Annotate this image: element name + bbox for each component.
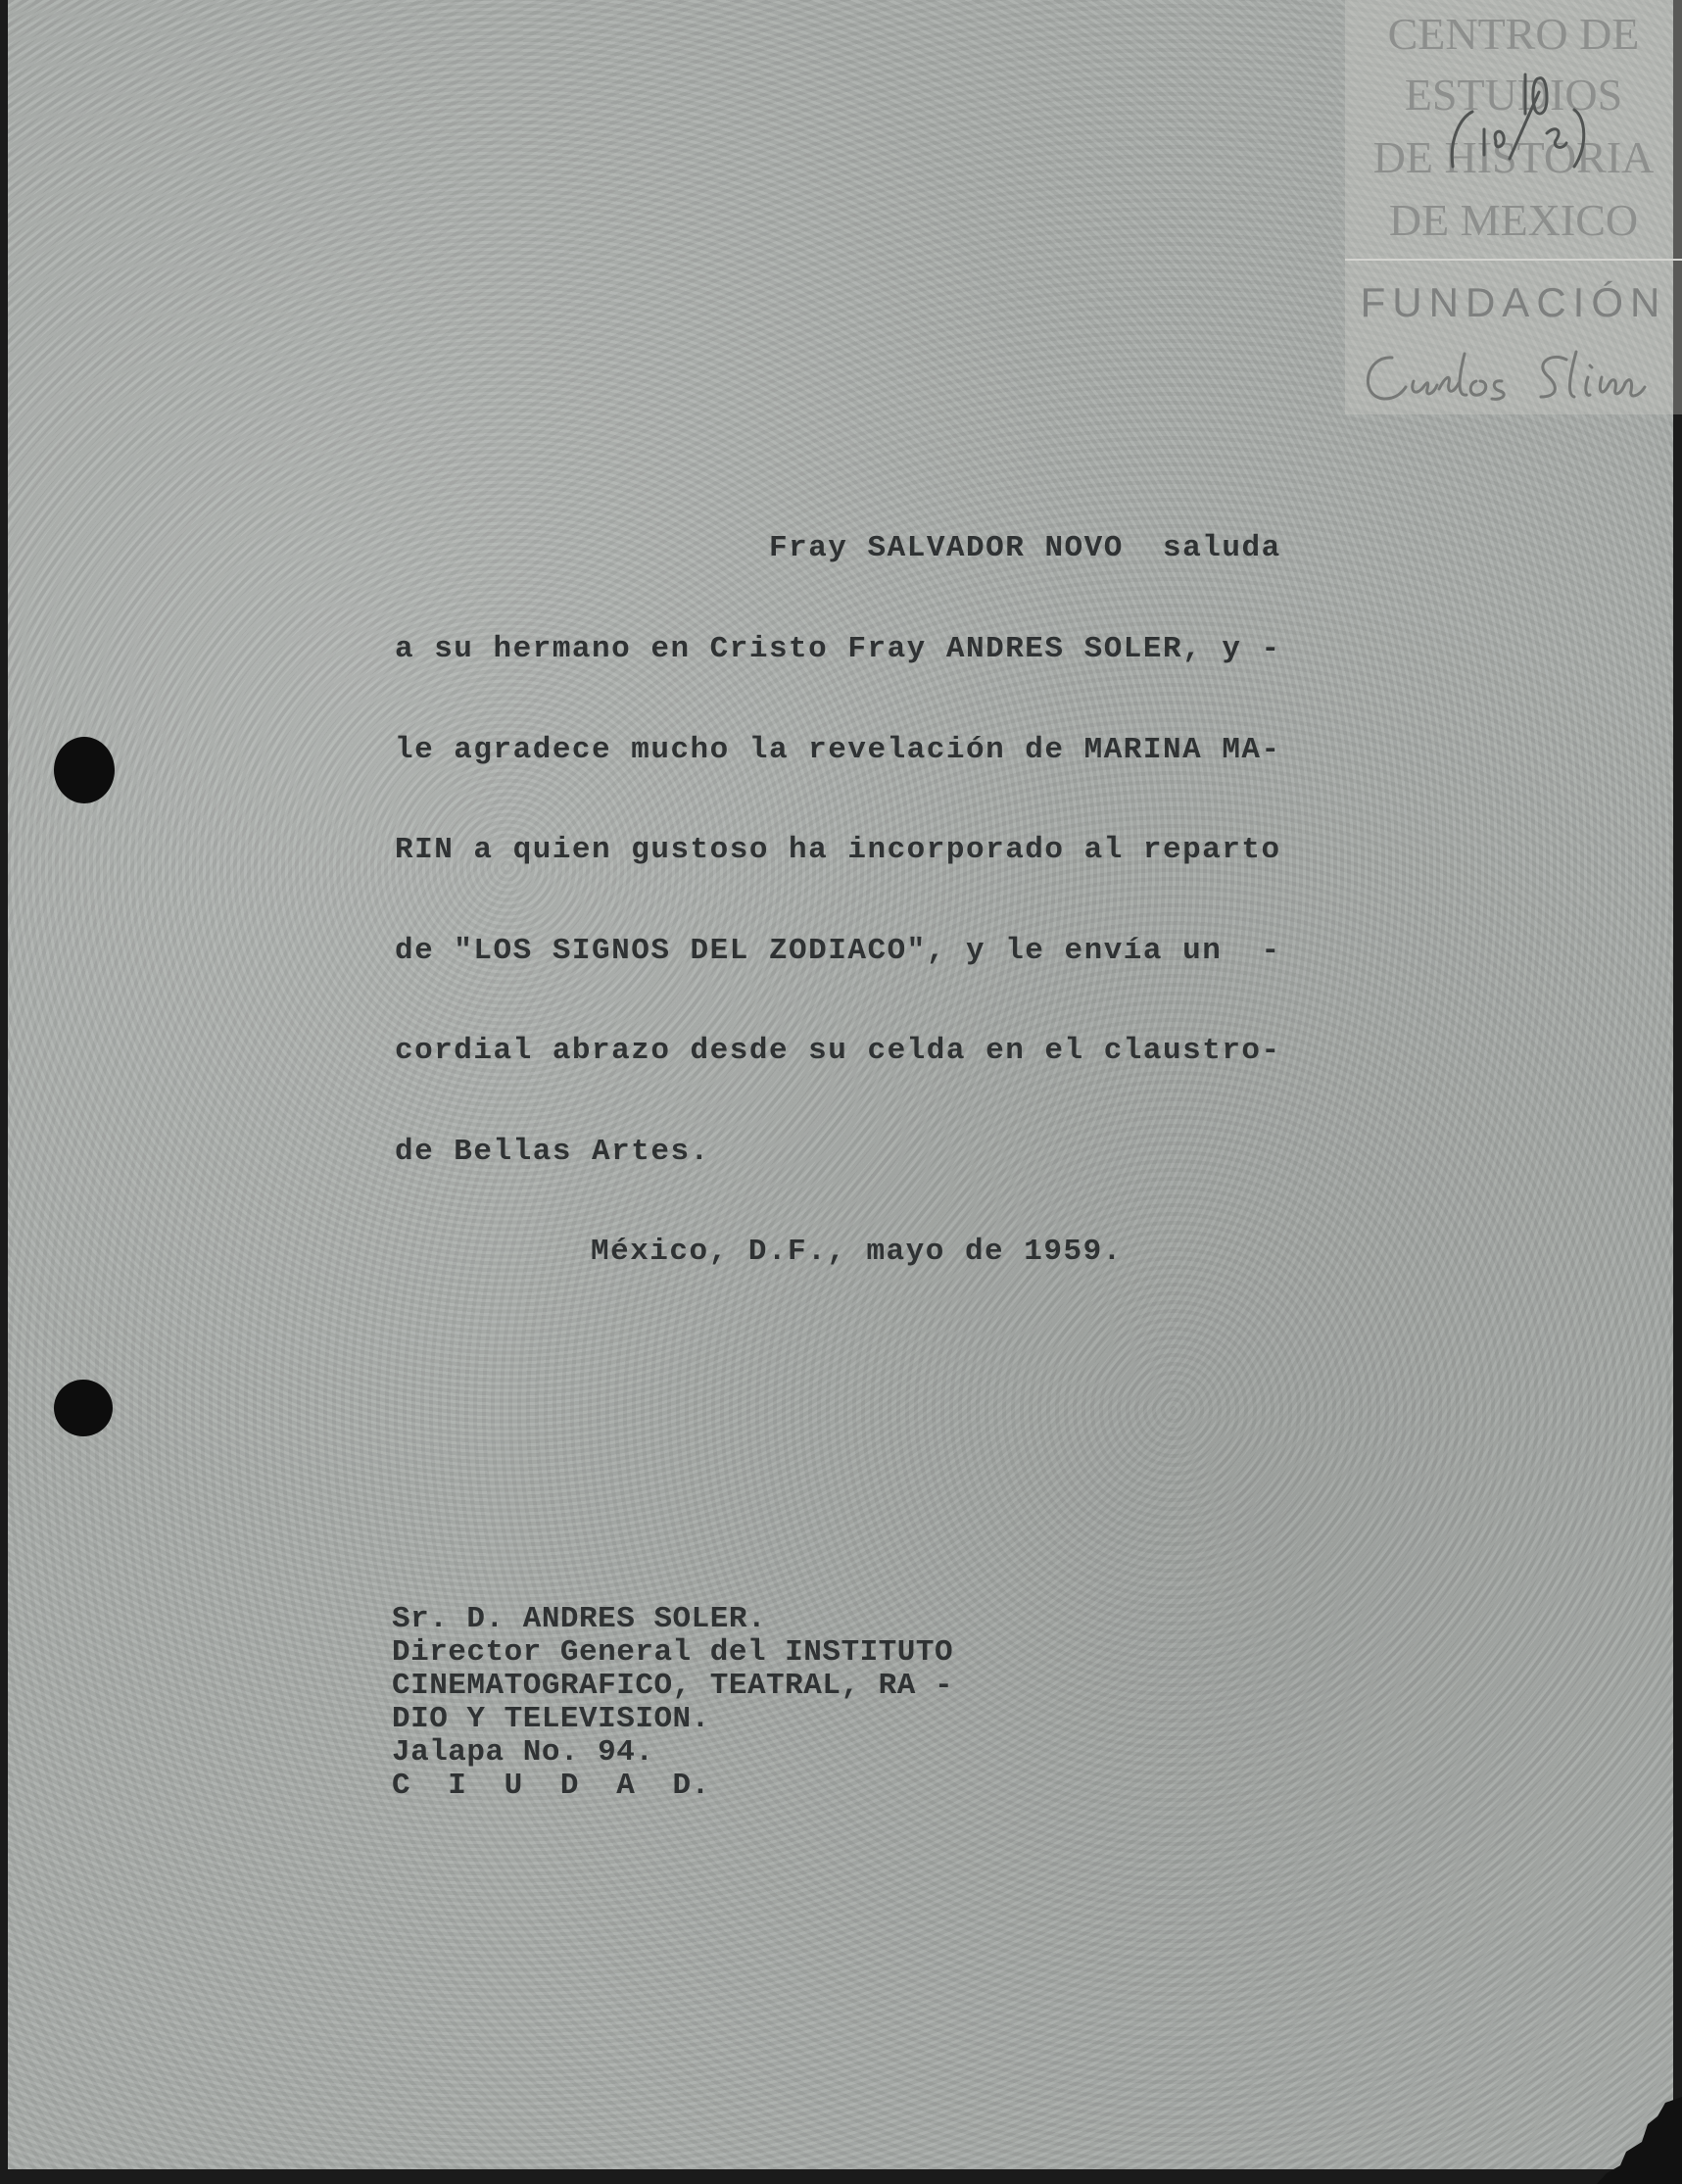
torn-corner [1597,2097,1682,2184]
address-line: Director General del INSTITUTO [392,1635,954,1670]
letter-line: Fray SALVADOR NOVO saluda [769,531,1281,565]
recipient-address [392,1603,953,1803]
pencil-annotation [1445,57,1602,184]
signature-logo [1345,338,1682,416]
letter-line: a su hermano en Cristo Fray ANDRES SOLER, y - [395,632,1281,666]
address-line: C I U D A D. [392,1769,710,1803]
punch-hole [54,1380,113,1436]
stamp-foundation: FUNDACIÓN [1360,279,1667,325]
address-line: CINEMATOGRAFICO, TEATRAL, RA - [392,1669,954,1703]
letter-line: RIN a quien gustoso ha incorporado al reparto [395,833,1281,867]
address-line: Sr. D. ANDRES SOLER. [392,1602,767,1636]
stamp-line: DE HISTORIA [1372,132,1655,182]
letter-line: de Bellas Artes. [395,1135,710,1169]
address-line: DIO Y TELEVISION. [392,1702,710,1736]
address-line: Jalapa No. 94. [392,1735,654,1770]
stamp-line: DE MEXICO [1388,195,1639,245]
letter-line: de "LOS SIGNOS DEL ZODIACO", y le envía un - [395,934,1281,968]
stamp-divider [1345,259,1682,261]
letter-date: México, D.F., mayo de 1959. [591,1235,1123,1269]
punch-hole [54,737,115,803]
letter-line: cordial abrazo desde su celda en el claustro- [395,1034,1281,1068]
stamp-line: CENTRO DE [1387,9,1640,59]
letter-line: le agradece mucho la revelación de MARINA MA- [395,733,1281,767]
stamp-line: ESTUDIOS [1404,70,1623,120]
